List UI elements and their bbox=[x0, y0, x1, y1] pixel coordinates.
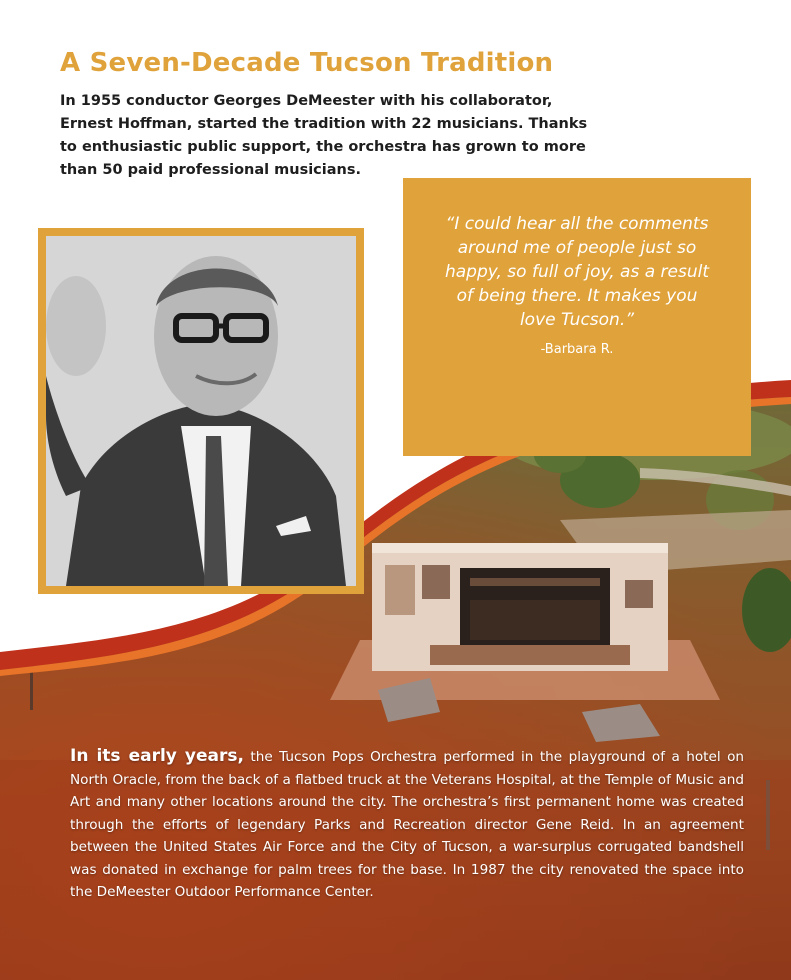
body-text: the Tucson Pops Orchestra performed in the playground of a hotel on North Oracle, from the back of a flatbed truck at the Veterans Hospital, at the Temple of Music and Art and many other locations around the city. The orchestra’s first permanent home was created through the efforts of legendary Parks and Recreation director Gene Reid. In an agreement between the United States Air Force and the City of Tucson, a war-surplus corrugated bandshell was donated in exchange for palm trees for the base. In 1987 the city renovated the space into the DeMeester Outdoor Performance Center. bbox=[70, 749, 744, 900]
portrait-photo-frame bbox=[38, 228, 364, 594]
body-lead: In its early years, bbox=[70, 746, 244, 766]
quote-attribution: -Barbara R. bbox=[540, 342, 614, 357]
quote-text: “I could hear all the comments around me of people just so happy, so full of joy, as a result of being there. It makes you love Tucson.” bbox=[444, 214, 710, 330]
portrait-photo bbox=[46, 236, 356, 586]
page-title: A Seven-Decade Tucson Tradition bbox=[60, 48, 554, 78]
quote-box bbox=[403, 178, 751, 456]
body-paragraph bbox=[70, 745, 744, 904]
intro-paragraph: In 1955 conductor Georges DeMeester with his collaborator, Ernest Hoffman, started the tradition with 22 musicians. Thanks to enthusiastic public support, the orchestra has grown to more than 50 paid professional musicians. bbox=[60, 93, 588, 178]
